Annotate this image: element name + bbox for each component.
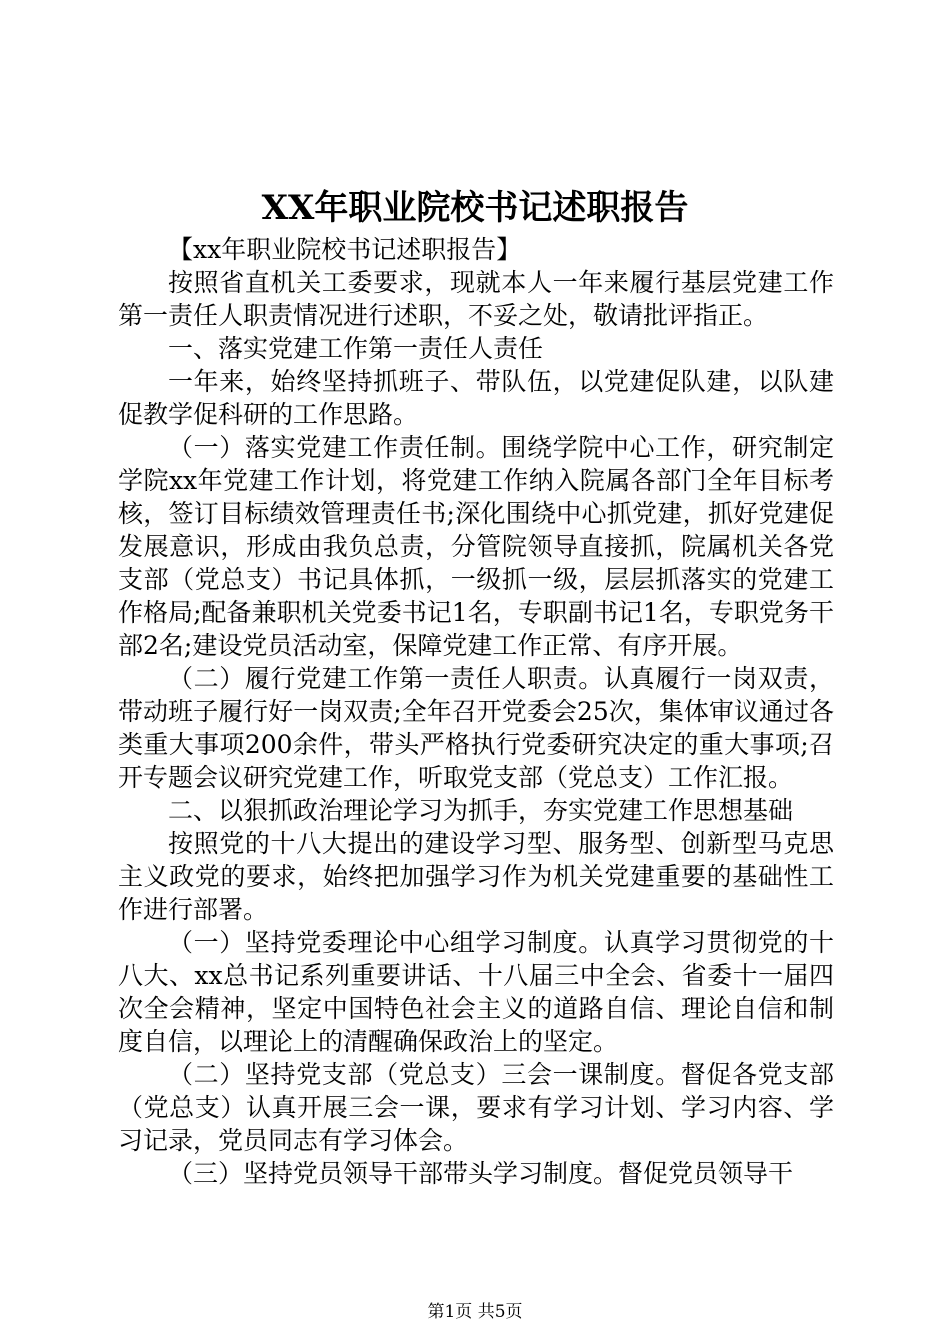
- paragraph: （一）落实党建工作责任制。围绕学院中心工作，研究制定学院xx年党建工作计划，将党建工作纳入院属各部门全年目标考核，签订目标绩效管理责任书;深化围绕中心抓党建，抓好党建促发展意识，形成由我负总责，分管院领导直接抓，院属机关各党支部（党总支）书记具体抓，一级抓一级，层层抓落实的党建工作格局;配备兼职机关党委书记1名，专职副书记1名，专职党务干部2名;建设党员活动室，保障党建工作正常、有序开展。: [118, 433, 834, 660]
- section-heading: 一、落实党建工作第一责任人责任: [168, 334, 544, 363]
- document-body: [118, 233, 834, 1190]
- paragraph: （三）坚持党员领导干部带头学习制度。督促党员领导干: [168, 1159, 794, 1188]
- paragraph: （二）履行党建工作第一责任人职责。认真履行一岗双责，带动班子履行好一岗双责;全年召开党委会25次，集体审议通过各类重大事项200余件，带头严格执行党委研究决定的重大事项;召开专题会议研究党建工作，听取党支部（党总支）工作汇报。: [118, 664, 834, 792]
- section-heading: 二、以狠抓政治理论学习为抓手，夯实党建工作思想基础: [168, 796, 794, 825]
- paragraph: 按照党的十八大提出的建设学习型、服务型、创新型马克思主义政党的要求，始终把加强学习作为机关党建重要的基础性工作进行部署。: [118, 829, 834, 924]
- document-title: XX年职业院校书记述职报告: [261, 188, 689, 228]
- paragraph: 【xx年职业院校书记述职报告】: [168, 235, 522, 264]
- paragraph: 一年来，始终坚持抓班子、带队伍，以党建促队建，以队建促教学促科研的工作思路。: [118, 367, 834, 429]
- paragraph: （一）坚持党委理论中心组学习制度。认真学习贯彻党的十八大、xx总书记系列重要讲话、十八届三中全会、省委十一届四次全会精神，坚定中国特色社会主义的道路自信、理论自信和制度自信，以理论上的清醒确保政治上的坚定。: [118, 928, 834, 1056]
- page-footer: 第1页 共5页: [427, 1302, 523, 1322]
- paragraph: （二）坚持党支部（党总支）三会一课制度。督促各党支部（党总支）认真开展三会一课，要求有学习计划、学习内容、学习记录，党员同志有学习体会。: [118, 1060, 834, 1155]
- paragraph: 按照省直机关工委要求，现就本人一年来履行基层党建工作第一责任人职责情况进行述职，不妥之处，敬请批评指正。: [118, 268, 834, 330]
